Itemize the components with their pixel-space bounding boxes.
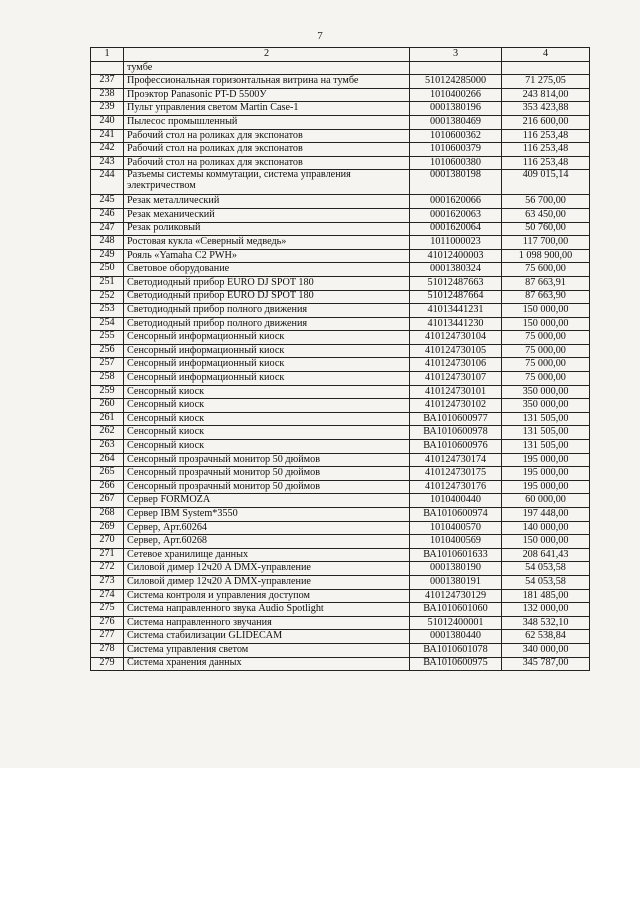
header-row bbox=[91, 48, 590, 62]
table-row bbox=[91, 467, 590, 481]
continuation-text: тумбе bbox=[124, 61, 410, 75]
inventory-code: 0001620066 bbox=[410, 195, 502, 209]
row-number: 247 bbox=[91, 222, 124, 236]
row-number: 271 bbox=[91, 548, 124, 562]
item-cost: 348 532,10 bbox=[502, 616, 590, 630]
row-number: 262 bbox=[91, 426, 124, 440]
item-cost: 195 000,00 bbox=[502, 480, 590, 494]
row-number: 266 bbox=[91, 480, 124, 494]
row-number: 259 bbox=[91, 385, 124, 399]
inventory-code: 0001380440 bbox=[410, 630, 502, 644]
table-row bbox=[91, 358, 590, 372]
item-cost: 353 423,88 bbox=[502, 102, 590, 116]
item-cost: 116 253,48 bbox=[502, 129, 590, 143]
inventory-code: 1010400569 bbox=[410, 535, 502, 549]
item-cost: 132 000,00 bbox=[502, 603, 590, 617]
item-name: Сенсорный киоск bbox=[124, 440, 410, 454]
inventory-code: 51012400001 bbox=[410, 616, 502, 630]
item-name: Светодиодный прибор EURO DJ SPOT 180 bbox=[124, 290, 410, 304]
item-name: Сенсорный информационный киоск bbox=[124, 358, 410, 372]
row-number: 273 bbox=[91, 575, 124, 589]
item-name: Резак роликовый bbox=[124, 222, 410, 236]
table-row bbox=[91, 385, 590, 399]
item-name: Ростовая кукла «Северный медведь» bbox=[124, 236, 410, 250]
row-number: 237 bbox=[91, 75, 124, 89]
row-number: 265 bbox=[91, 467, 124, 481]
table-row bbox=[91, 657, 590, 671]
header-col-3: 3 bbox=[410, 48, 502, 62]
table-row bbox=[91, 643, 590, 657]
table-row bbox=[91, 412, 590, 426]
table-row bbox=[91, 75, 590, 89]
item-name: Сервер, Арт.60264 bbox=[124, 521, 410, 535]
row-number: 248 bbox=[91, 236, 124, 250]
table-row bbox=[91, 344, 590, 358]
row-number: 255 bbox=[91, 331, 124, 345]
item-name: Система управления светом bbox=[124, 643, 410, 657]
inventory-code: ВА1010600978 bbox=[410, 426, 502, 440]
row-number: 275 bbox=[91, 603, 124, 617]
item-name: Система направленного звучания bbox=[124, 616, 410, 630]
item-cost: 1 098 900,00 bbox=[502, 249, 590, 263]
inventory-code: 410124730175 bbox=[410, 467, 502, 481]
table-row bbox=[91, 575, 590, 589]
item-cost: 150 000,00 bbox=[502, 535, 590, 549]
page-number: 7 bbox=[317, 30, 323, 42]
inventory-code: 0001380191 bbox=[410, 575, 502, 589]
row-number: 243 bbox=[91, 156, 124, 170]
row-number: 251 bbox=[91, 276, 124, 290]
item-name: Сервер FORMOZA bbox=[124, 494, 410, 508]
item-cost: 131 505,00 bbox=[502, 426, 590, 440]
item-name: Силовой димер 12ч20 A DMX-управление bbox=[124, 575, 410, 589]
inventory-code: ВА1010601633 bbox=[410, 548, 502, 562]
row-number: 272 bbox=[91, 562, 124, 576]
table-row bbox=[91, 521, 590, 535]
table-row bbox=[91, 115, 590, 129]
table-row bbox=[91, 236, 590, 250]
item-name: Силовой димер 12ч20 A DMX-управление bbox=[124, 562, 410, 576]
item-name: Разъемы системы коммутации, система управления электричеством bbox=[124, 170, 410, 195]
table-row bbox=[91, 263, 590, 277]
inventory-code: 1010400440 bbox=[410, 494, 502, 508]
table-row bbox=[91, 426, 590, 440]
item-name: Рояль «Yamaha C2 PWH» bbox=[124, 249, 410, 263]
row-number: 261 bbox=[91, 412, 124, 426]
inventory-code: ВА1010601078 bbox=[410, 643, 502, 657]
table-row bbox=[91, 616, 590, 630]
item-cost: 340 000,00 bbox=[502, 643, 590, 657]
item-name: Светодиодный прибор EURO DJ SPOT 180 bbox=[124, 276, 410, 290]
row-number: 242 bbox=[91, 143, 124, 157]
row-number: 238 bbox=[91, 88, 124, 102]
item-name: Пульт управления светом Martin Case-1 bbox=[124, 102, 410, 116]
item-cost: 150 000,00 bbox=[502, 304, 590, 318]
table-row bbox=[91, 129, 590, 143]
inventory-code: 0001620063 bbox=[410, 208, 502, 222]
row-number: 249 bbox=[91, 249, 124, 263]
row-number: 268 bbox=[91, 508, 124, 522]
row-number: 240 bbox=[91, 115, 124, 129]
row-number: 263 bbox=[91, 440, 124, 454]
table-row bbox=[91, 372, 590, 386]
item-cost: 195 000,00 bbox=[502, 467, 590, 481]
inventory-code: 1010400266 bbox=[410, 88, 502, 102]
row-number: 257 bbox=[91, 358, 124, 372]
row-number: 245 bbox=[91, 195, 124, 209]
item-cost: 87 663,90 bbox=[502, 290, 590, 304]
inventory-code: 41013441230 bbox=[410, 317, 502, 331]
item-cost: 75 000,00 bbox=[502, 372, 590, 386]
row-number: 239 bbox=[91, 102, 124, 116]
table-row bbox=[91, 630, 590, 644]
inventory-code: 0001380196 bbox=[410, 102, 502, 116]
item-name: Сенсорный киоск bbox=[124, 412, 410, 426]
header-col-2: 2 bbox=[124, 48, 410, 62]
item-name: Светодиодный прибор полного движения bbox=[124, 304, 410, 318]
item-cost: 63 450,00 bbox=[502, 208, 590, 222]
table-row bbox=[91, 535, 590, 549]
item-name: Сетевое хранилище данных bbox=[124, 548, 410, 562]
item-cost: 243 814,00 bbox=[502, 88, 590, 102]
inventory-code: ВА1010600974 bbox=[410, 508, 502, 522]
row-number: 258 bbox=[91, 372, 124, 386]
item-name: Система контроля и управления доступом bbox=[124, 589, 410, 603]
table-row bbox=[91, 494, 590, 508]
inventory-code: 51012487663 bbox=[410, 276, 502, 290]
row-number: 256 bbox=[91, 344, 124, 358]
item-name: Сенсорный киоск bbox=[124, 426, 410, 440]
inventory-code: 410124730104 bbox=[410, 331, 502, 345]
table-row bbox=[91, 548, 590, 562]
continuation-row bbox=[91, 61, 590, 75]
item-cost: 75 000,00 bbox=[502, 331, 590, 345]
item-cost: 197 448,00 bbox=[502, 508, 590, 522]
item-name: Световое оборудование bbox=[124, 263, 410, 277]
table-row bbox=[91, 331, 590, 345]
item-cost: 345 787,00 bbox=[502, 657, 590, 671]
inventory-table bbox=[90, 47, 590, 671]
header-col-4: 4 bbox=[502, 48, 590, 62]
inventory-code: 1010600380 bbox=[410, 156, 502, 170]
item-cost: 350 000,00 bbox=[502, 399, 590, 413]
item-name: Рабочий стол на роликах для экспонатов bbox=[124, 143, 410, 157]
inventory-code: 1010600379 bbox=[410, 143, 502, 157]
table-row bbox=[91, 304, 590, 318]
table-row bbox=[91, 222, 590, 236]
row-number: 267 bbox=[91, 494, 124, 508]
row-number: 246 bbox=[91, 208, 124, 222]
table-row bbox=[91, 453, 590, 467]
item-cost: 208 641,43 bbox=[502, 548, 590, 562]
item-name: Система стабилизации GLIDECAM bbox=[124, 630, 410, 644]
item-cost: 116 253,48 bbox=[502, 143, 590, 157]
item-cost: 54 053,58 bbox=[502, 575, 590, 589]
table-row bbox=[91, 480, 590, 494]
inventory-code: 0001380469 bbox=[410, 115, 502, 129]
item-cost: 75 600,00 bbox=[502, 263, 590, 277]
item-cost: 116 253,48 bbox=[502, 156, 590, 170]
item-cost: 54 053,58 bbox=[502, 562, 590, 576]
inventory-code: ВА1010600977 bbox=[410, 412, 502, 426]
item-cost: 131 505,00 bbox=[502, 440, 590, 454]
row-number: 278 bbox=[91, 643, 124, 657]
inventory-code: 410124730102 bbox=[410, 399, 502, 413]
item-name: Рабочий стол на роликах для экспонатов bbox=[124, 156, 410, 170]
item-name: Пылесос промышленный bbox=[124, 115, 410, 129]
item-cost: 87 663,91 bbox=[502, 276, 590, 290]
item-cost: 195 000,00 bbox=[502, 453, 590, 467]
item-name: Резак механический bbox=[124, 208, 410, 222]
row-number: 277 bbox=[91, 630, 124, 644]
item-cost: 117 700,00 bbox=[502, 236, 590, 250]
item-name: Проэктор Panasonic PT-D 5500У bbox=[124, 88, 410, 102]
inventory-code: 1010600362 bbox=[410, 129, 502, 143]
inventory-code: 41012400003 bbox=[410, 249, 502, 263]
table-row bbox=[91, 276, 590, 290]
table-row bbox=[91, 102, 590, 116]
inventory-code: 510124285000 bbox=[410, 75, 502, 89]
item-cost: 409 015,14 bbox=[502, 170, 590, 195]
row-number: 253 bbox=[91, 304, 124, 318]
table-row bbox=[91, 208, 590, 222]
row-number: 264 bbox=[91, 453, 124, 467]
table-row bbox=[91, 562, 590, 576]
row-number: 279 bbox=[91, 657, 124, 671]
inventory-code: 0001620064 bbox=[410, 222, 502, 236]
item-cost: 75 000,00 bbox=[502, 358, 590, 372]
table-row bbox=[91, 143, 590, 157]
inventory-code: 410124730105 bbox=[410, 344, 502, 358]
item-name: Рабочий стол на роликах для экспонатов bbox=[124, 129, 410, 143]
inventory-code: 1010400570 bbox=[410, 521, 502, 535]
item-cost: 71 275,05 bbox=[502, 75, 590, 89]
row-number: 250 bbox=[91, 263, 124, 277]
inventory-code: 410124730176 bbox=[410, 480, 502, 494]
item-cost: 140 000,00 bbox=[502, 521, 590, 535]
item-cost: 60 000,00 bbox=[502, 494, 590, 508]
inventory-code: 51012487664 bbox=[410, 290, 502, 304]
item-name: Сенсорный прозрачный монитор 50 дюймов bbox=[124, 467, 410, 481]
inventory-code: 0001380324 bbox=[410, 263, 502, 277]
row-number: 254 bbox=[91, 317, 124, 331]
item-name: Система направленного звука Audio Spotlight bbox=[124, 603, 410, 617]
table-row bbox=[91, 88, 590, 102]
row-number: 260 bbox=[91, 399, 124, 413]
item-name: Сенсорный киоск bbox=[124, 399, 410, 413]
row-number: 274 bbox=[91, 589, 124, 603]
inventory-code: ВА1010600975 bbox=[410, 657, 502, 671]
inventory-code: ВА1010601060 bbox=[410, 603, 502, 617]
item-cost: 50 760,00 bbox=[502, 222, 590, 236]
inventory-code: 0001380198 bbox=[410, 170, 502, 195]
table-row bbox=[91, 249, 590, 263]
item-name: Сервер IBM System*3550 bbox=[124, 508, 410, 522]
row-number: 270 bbox=[91, 535, 124, 549]
item-cost: 150 000,00 bbox=[502, 317, 590, 331]
item-name: Сенсорный прозрачный монитор 50 дюймов bbox=[124, 453, 410, 467]
item-cost: 216 600,00 bbox=[502, 115, 590, 129]
item-name: Светодиодный прибор полного движения bbox=[124, 317, 410, 331]
item-name: Профессиональная горизонтальная витрина на тумбе bbox=[124, 75, 410, 89]
item-name: Сенсорный информационный киоск bbox=[124, 331, 410, 345]
item-cost: 131 505,00 bbox=[502, 412, 590, 426]
table-row bbox=[91, 156, 590, 170]
table-row bbox=[91, 170, 590, 195]
inventory-code: 41013441231 bbox=[410, 304, 502, 318]
item-name: Система хранения данных bbox=[124, 657, 410, 671]
row-number: 276 bbox=[91, 616, 124, 630]
table-row bbox=[91, 317, 590, 331]
table-row bbox=[91, 290, 590, 304]
item-name: Резак металлический bbox=[124, 195, 410, 209]
row-number: 269 bbox=[91, 521, 124, 535]
table-row bbox=[91, 589, 590, 603]
header-col-1: 1 bbox=[91, 48, 124, 62]
item-cost: 56 700,00 bbox=[502, 195, 590, 209]
table-row bbox=[91, 399, 590, 413]
row-number: 241 bbox=[91, 129, 124, 143]
inventory-code: 1011000023 bbox=[410, 236, 502, 250]
item-cost: 75 000,00 bbox=[502, 344, 590, 358]
item-name: Сервер, Арт.60268 bbox=[124, 535, 410, 549]
item-name: Сенсорный киоск bbox=[124, 385, 410, 399]
row-number: 252 bbox=[91, 290, 124, 304]
inventory-code: 410124730101 bbox=[410, 385, 502, 399]
table-row bbox=[91, 508, 590, 522]
inventory-code: 0001380190 bbox=[410, 562, 502, 576]
inventory-code: 410124730174 bbox=[410, 453, 502, 467]
item-name: Сенсорный прозрачный монитор 50 дюймов bbox=[124, 480, 410, 494]
table-row bbox=[91, 440, 590, 454]
inventory-code: 410124730106 bbox=[410, 358, 502, 372]
table-row bbox=[91, 603, 590, 617]
table-row bbox=[91, 195, 590, 209]
item-cost: 350 000,00 bbox=[502, 385, 590, 399]
inventory-code: 410124730129 bbox=[410, 589, 502, 603]
inventory-code: 410124730107 bbox=[410, 372, 502, 386]
item-cost: 62 538,84 bbox=[502, 630, 590, 644]
inventory-code: ВА1010600976 bbox=[410, 440, 502, 454]
item-name: Сенсорный информационный киоск bbox=[124, 372, 410, 386]
item-name: Сенсорный информационный киоск bbox=[124, 344, 410, 358]
row-number: 244 bbox=[91, 170, 124, 195]
item-cost: 181 485,00 bbox=[502, 589, 590, 603]
